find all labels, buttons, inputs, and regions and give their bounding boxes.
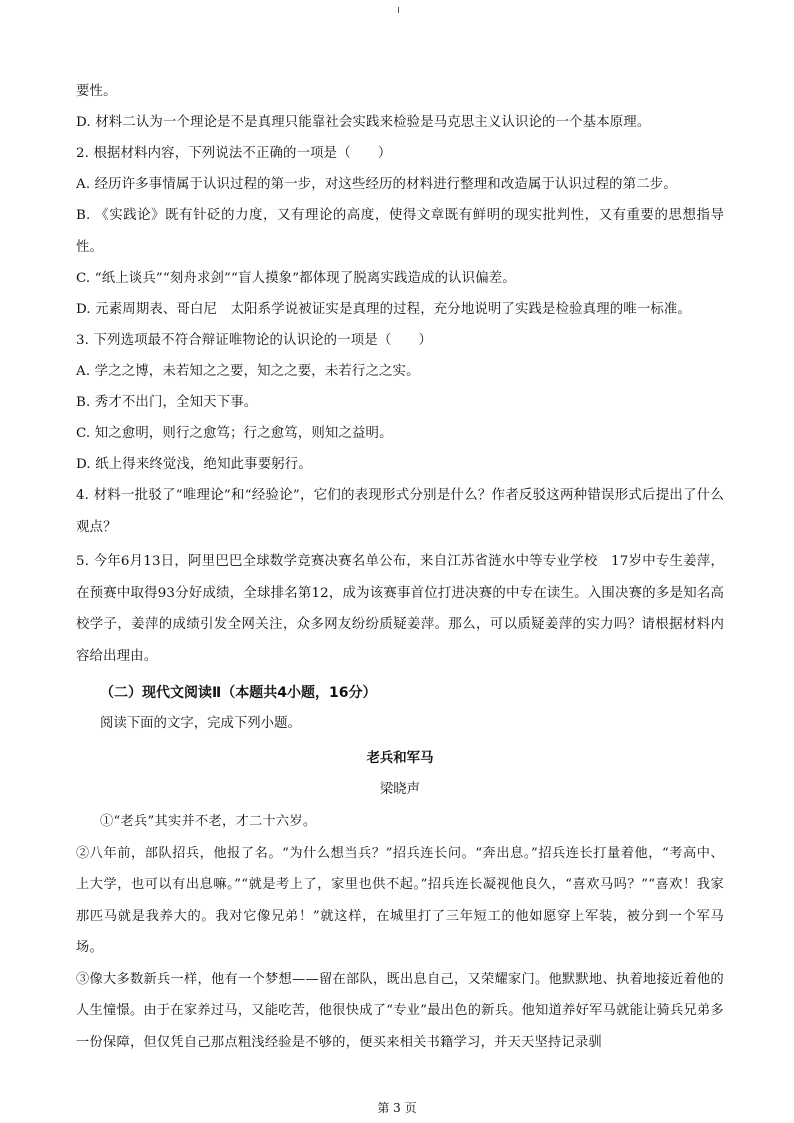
question-2: 2. 根据材料内容，下列说法不正确的一项是（ ） <box>76 146 392 161</box>
story-title: 老兵和军马 <box>366 750 434 766</box>
q3-option-d: D. 纸上得来终觉浅，绝知此事要躬行。 <box>76 457 312 472</box>
document-content <box>76 76 724 1058</box>
q1-option-d: D. 材料二认为一个理论是不是真理只能靠社会实践来检验是马克思主义认识论的一个基本原理。 <box>76 115 651 130</box>
question-5: 5. 今年6月13日，阿里巴巴全球数学竞赛决赛名单公布，来自江苏省涟水中等专业学校 17岁中专生姜萍，在预赛中取得93分好成绩，全球排名第12，成为该赛事首位打进决赛的中专在读生。入围决赛的多是知名高校学子，姜萍的成绩引发全网关注，众多网友纷纷质疑姜萍。那么，可以质疑姜萍的实力吗？请根据材料内容给出理由。 <box>76 554 724 664</box>
q3-option-a: A. 学之之博，未若知之之要，知之之要，未若行之之实。 <box>76 364 420 379</box>
text-line: 要性。 <box>76 84 117 99</box>
q2-option-a: A. 经历许多事情属于认识过程的第一步，对这些经历的材料进行整理和改造属于认识过程的第二步。 <box>76 177 677 192</box>
question-4: 4. 材料一批驳了“唯理论”和“经验论”，它们的表现形式分别是什么？作者反驳这两种错误形式后提出了什么观点？ <box>76 488 724 535</box>
reading-instruction: 阅读下面的文字，完成下列小题。 <box>100 716 301 731</box>
story-paragraph-2 <box>76 838 724 964</box>
page-number: 第 3 页 <box>377 1101 417 1115</box>
q3-option-c: C. 知之愈明，则行之愈笃；行之愈笃，则知之益明。 <box>76 426 393 441</box>
q2-option-d: D. 元素周期表、哥白尼 太阳系学说被证实是真理的过程，充分地说明了实践是检验真理的唯一标准。 <box>76 302 692 317</box>
page-top-mark <box>398 7 399 13</box>
section-heading: （二）现代文阅读Ⅱ（本题共4小题，16分） <box>100 685 377 701</box>
question-3: 3. 下列选项最不符合辩证唯物论的认识论的一项是（ ） <box>76 333 432 348</box>
q2-option-b: B. 《实践论》既有针砭的力度，又有理论的高度，使得文章既有鲜明的现实批判性，又有重要的思想指导性。 <box>76 208 724 255</box>
story-paragraph-2-text: ②八年前，部队招兵，他报了名。“为什么想当兵？”招兵连长问。“奔出息。”招兵连长打量着他，“考高中、上大学，也可以有出息嘛。”“就是考上了，家里也供不起。”招兵连长凝视他良久，“喜欢马吗？”“喜欢！我家那匹马就是我养大的。我对它像兄弟！”就这样，在城里打了三年短工的他如愿穿上军装，被分到一个军马场。 <box>76 845 724 955</box>
story-paragraph-3-text: ③像大多数新兵一样，他有一个梦想——留在部队，既出息自己，又荣耀家门。他默默地、执着地接近着他的人生憧憬。由于在家养过马，又能吃苦，他很快成了“专业”最出色的新兵。他知道养好军马就能让骑兵兄弟多一份保障，但仅凭自己那点粗浅经验是不够的，便买来相关书籍学习，并天天坚持记录驯 <box>76 971 724 1050</box>
story-paragraph-1: ①“老兵”其实并不老，才二十六岁。 <box>100 814 317 829</box>
story-author: 梁晓声 <box>379 782 421 797</box>
q2-option-c: C. “纸上谈兵”“刻舟求剑”“盲人摸象”都体现了脱离实践造成的认识偏差。 <box>76 271 516 286</box>
story-paragraph-3 <box>76 964 724 1059</box>
q3-option-b: B. 秀才不出门，全知天下事。 <box>76 395 258 410</box>
